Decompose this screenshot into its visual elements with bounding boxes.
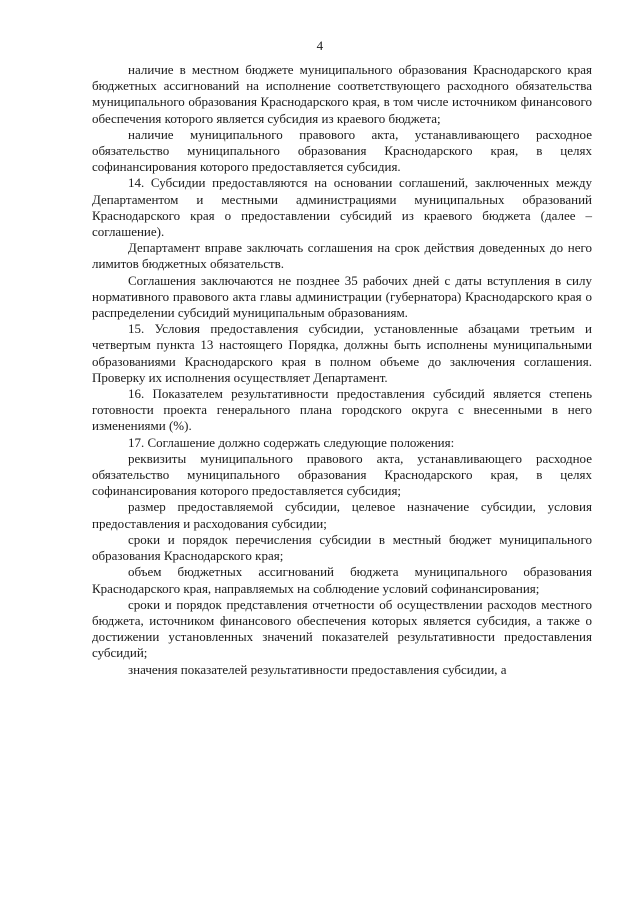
paragraph: 16. Показателем результативности предоставления субсидий является степень готовности проекта генерального плана городского округа с внесенными в него изменениями (%). <box>92 386 592 434</box>
paragraph: размер предоставляемой субсидии, целевое назначение субсидии, условия предоставления и расходования субсидии; <box>92 499 592 531</box>
paragraph: наличие в местном бюджете муниципального образования Краснодарского края бюджетных ассигнований на исполнение соответствующего расходного обязательства муниципального образования Краснодарского края, в том числе источником финансового обеспечения которого является субсидия из краевого бюджета; <box>92 62 592 126</box>
paragraph: 15. Условия предоставления субсидии, установленные абзацами третьим и четвертым пункта 13 настоящего Порядка, должны быть исполнены муниципальными образованиями Краснодарского края в полном объеме до заключения соглашения. Проверку их исполнения осуществляет Департамент. <box>92 321 592 385</box>
paragraph: сроки и порядок представления отчетности об осуществлении расходов местного бюджета, источником финансового обеспечения которых является субсидия, а также о достижении установленных значений показателей результативности предоставления субсидий; <box>92 596 592 661</box>
paragraph: сроки и порядок перечисления субсидии в местный бюджет муниципального образования Краснодарского края; <box>92 531 592 564</box>
paragraph: 14. Субсидии предоставляются на основании соглашений, заключенных между Департаментом и местными администрациями муниципальных образований Краснодарского края о предоставлении субсидий из краевого бюджета (далее – соглашение). <box>92 175 592 240</box>
paragraph: Департамент вправе заключать соглашения на срок действия доведенных до него лимитов бюджетных обязательств. <box>92 240 592 272</box>
paragraph: значения показателей результативности предоставления субсидии, а <box>128 661 507 677</box>
document-body <box>92 62 592 678</box>
paragraph: реквизиты муниципального правового акта, устанавливающего расходное обязательство муниципального образования Краснодарского края, в целях софинансирования которого предоставляется субсидия; <box>92 450 592 499</box>
paragraph: Соглашения заключаются не позднее 35 рабочих дней с даты вступления в силу нормативного правового акта главы администрации (губернатора) Краснодарского края о распределении субсидий муниципальным образованиям. <box>92 272 592 321</box>
paragraph: объем бюджетных ассигнований бюджета муниципального образования Краснодарского края, направляемых на соблюдение условий софинансирования; <box>92 564 592 596</box>
paragraph: наличие муниципального правового акта, устанавливающего расходное обязательство муниципального образования Краснодарского края, в целях софинансирования которого предоставляется субсидия. <box>92 126 592 175</box>
page-number: 4 <box>316 38 324 53</box>
paragraph: 17. Соглашение должно содержать следующие положения: <box>128 434 455 450</box>
